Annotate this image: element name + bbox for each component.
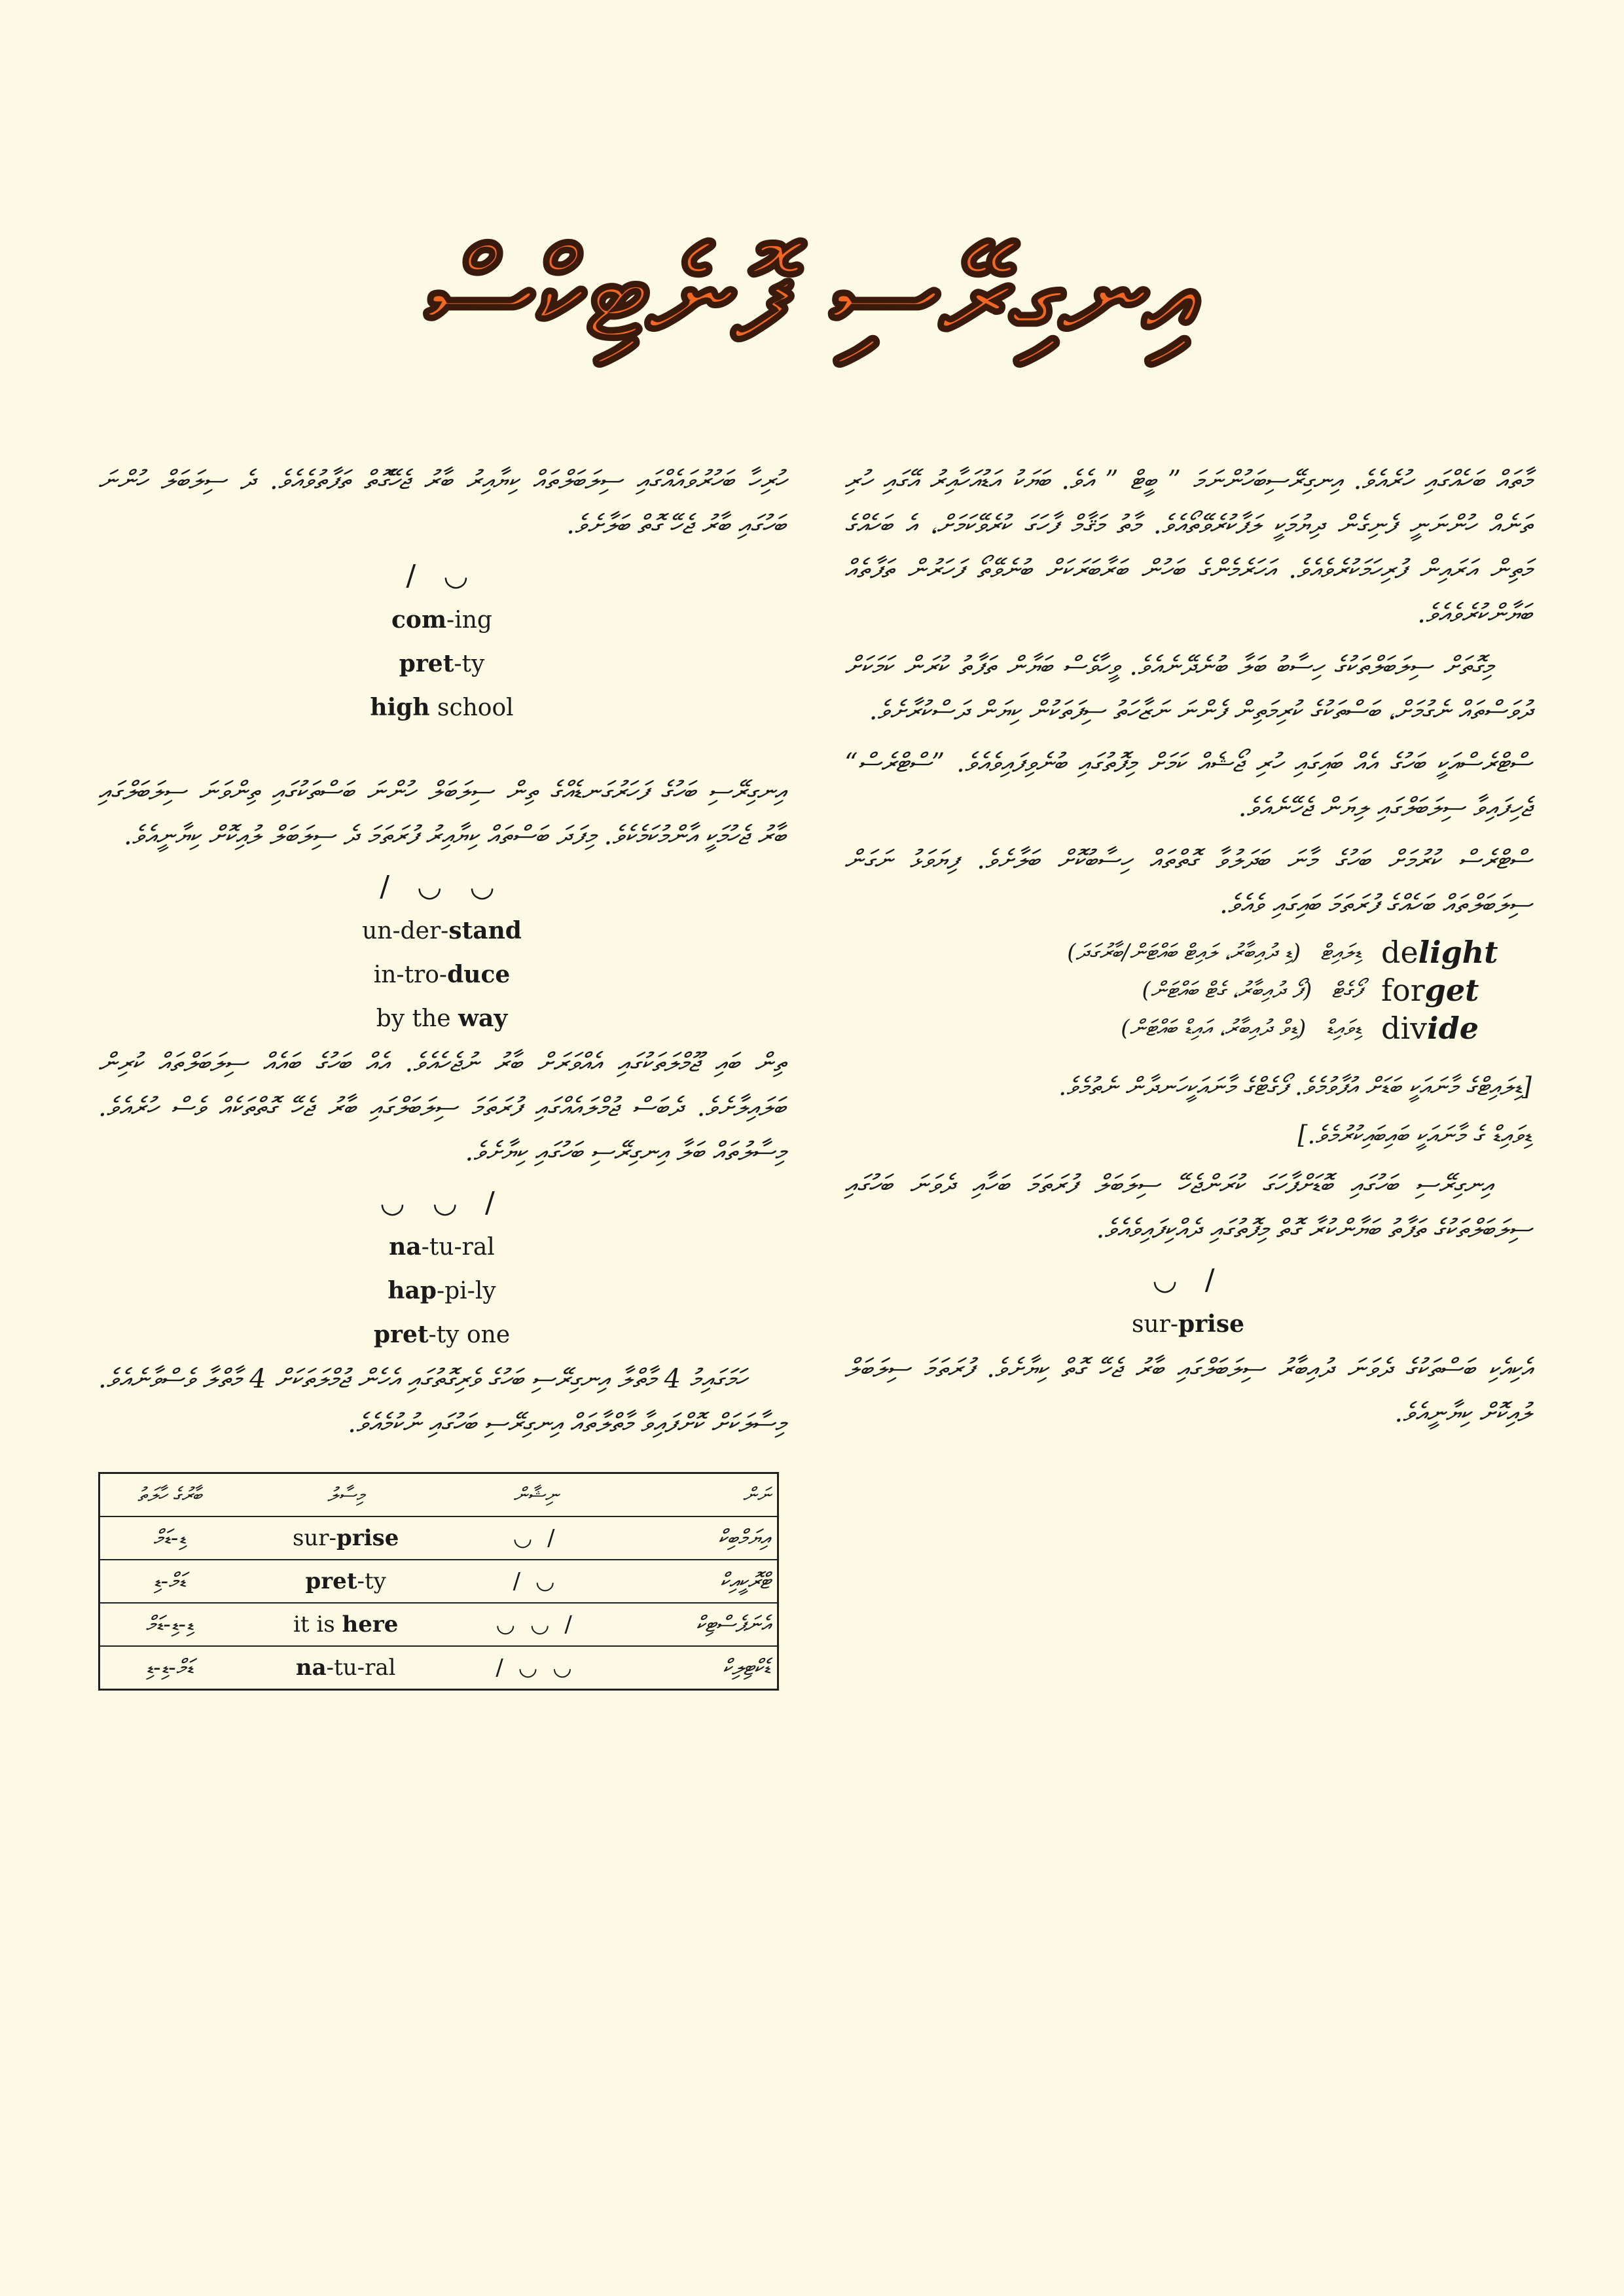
right-para-4: ސްޓްރެސް ކުރުމަށް ބަހުގެ މާނަ ބަދަލުވާ ގޮތްތައް ހިސާބުކޮށް ބަލާށެވެ. ފިޔަވަޅު ނަގަން ސިލަބަލްތައް ބަހެއްގެ ފުރަތަމަ ބައިގައި ވެއެވެ. bbox=[844, 845, 1532, 920]
table-cell-desc: ޑި-ޑި-ޑަމް bbox=[99, 1603, 240, 1646]
example-word: com-ing bbox=[391, 606, 492, 634]
compare-english: delight bbox=[1381, 935, 1498, 970]
compare-explanation: (ފޯ ދުއިބާރު، ގެޓް ބައްޓަން) bbox=[1142, 977, 1312, 1003]
compare-english: divide bbox=[1381, 1011, 1479, 1046]
table-cell-pattern: ◡ ◡ / bbox=[452, 1603, 619, 1646]
left-para-4: ހަމަގައިމު 4 މާތްލާ އިނގިރޭސި ބަހުގެ ވެރިގޮތުގައި އެހެން ޖުމްލަތަކަށް 4 މާތްލާ ވެސްވާނެއެވެ. މިސާލަކަށް ކޮށްފައިވާ މާތްލާތައް އިނގިރޭސި ބަހުގައި ނުކުމެއެވެ. bbox=[98, 1364, 785, 1439]
table-cell-example: na-tu-ral bbox=[239, 1646, 452, 1690]
example-word: high school bbox=[370, 694, 514, 721]
left-para-1: ހުރިހާ ބަހުރުވައެއްގައި ސިލަބަލްތައް ކިޔާއިރު ބާރު ޖެހޭގޮތް ތަފާތުވެއެވެ. ދެ ސިލަބަލް ހުންނަ ބަހުގައި ބާރު ޖެހޭ ގޮތް ބަލާށެވެ. bbox=[98, 465, 785, 540]
meter-surprise: ◡ / bbox=[1152, 1263, 1224, 1297]
example-word: un-der-stand bbox=[362, 917, 522, 944]
table-cell-example: pret-ty bbox=[239, 1560, 452, 1603]
table-cell-desc: ޑި-ޑަމް bbox=[99, 1516, 240, 1560]
table-cell-name: އެނަޕެސްޓިކް bbox=[619, 1603, 778, 1646]
table-row bbox=[99, 1560, 778, 1603]
table-header: ނަން bbox=[742, 1483, 770, 1507]
table-header: ނިޝާން bbox=[513, 1483, 558, 1507]
right-para-5: އިނގިރޭސި ބަހުގައި ބޮޑަށްފާހަގަ ކުރަންޖެހޭ ސިލަބަލް ފުރަތަމަ ބަހާއި ދެވަނަ ބަހުގައި ސިލަބަލްތަކުގެ ތަފާތު ބަޔާންކުރާ ގޮތް މިފޮތުގައި ދެއްކިފައިވެއެވެ. bbox=[844, 1170, 1532, 1244]
table-row bbox=[99, 1646, 778, 1690]
right-para-6: އެކިއެކި ބަސްތަކުގެ ދެވަނަ ދުއިބާރު ސިލަބަލްގައި ބާރު ޖެހޭ ގޮތް ކިޔާށެވެ. ފުރަތަމަ ސިލަބަލް ލުއިކޮށް ކިޔާނީއެވެ. bbox=[844, 1354, 1532, 1428]
meter-trochaic: / ◡ bbox=[406, 559, 478, 592]
left-para-3: ތިން ބައި ޖޫމްލަތަކުގައި އެއްވަރަށް ބާރު ނުޖެހެއެވެ. އެއް ބަހުގެ ބައެއް ސިލަބަލްތައް ކުރިން ބަލައިލާށެވެ. ދެބަސް ޖުމްލައެއްގައި ފުރަތަމަ ސިލަބަލްގައި ބާރު ޖެހޭ ގޮތްތަކެއް ވެސް ހުރެއެވެ. މިސާލުތައް ބަލާ އިނގިރޭސި ބަހުގައި ކިޔާށެވެ. bbox=[98, 1048, 785, 1167]
right-para-2: މިގޮތަށް ސިލަބަލްތަކުގެ ހިސާބު ބަލާ ބުނެދޭނެއެވެ. ވީހާވެސް ބަޔާން ތަފާތު ކުރަން ކަމަކަށް ދުވަސްތައް ނެގުމަށް، ބަސްތަކުގެ ކުރިމަތިން ފެންނަ ނަޒާހަތު ސިފަތަކުން ކިޔަން ދަސްކުރާށެވެ. bbox=[844, 651, 1532, 726]
example-word-surprise: sur-prise bbox=[1131, 1310, 1245, 1338]
table-header-row bbox=[99, 1473, 778, 1517]
right-para-1: މާތައް ބަހެއްގައި ހުރެއެވެ. އިނގިރޭސިބަހުންނަމަ ” ބީޓް ” އެވެ. ބަޔަކު އަޑުއަހާއިރު އޭގައި ހުރި ތަނެއް ހުންނަނީ ފެނިގެން ދިޔުމަކީ ލަފާކުރެވޭތޯއެވެ. މާތު މަޤާމް ފާހަގަ ކުރެވޭކަމަށް، އެ ބަހެއްގެ މަތިން އަރައިން ފުރިހަމަކުރެވެއެވެ. އަހަރެމެންގެ ބަހުން ބަރާބަރަކަށް ބުނެވޭތޯ ފަހަރުން ތަފާތެއް ބަޔާންކުރެވެއެވެ. bbox=[844, 465, 1532, 629]
left-para-2: އިނގިރޭސި ބަހުގެ ފަހަރުގަނޑެއްގެ ތިން ސިލަބަލް ހުންނަ ބަސްތަކުގައި ތިންވަނަ ސިލަބަލްގައި ބާރު ޖެހުމަކީ އާންމުކަމެކެވެ. މިފަދަ ބަސްތައް ކިޔާއިރު ފުރަތަމަ ދެ ސިލަބަލް ލުއިކޮށް ކިޔާނީއެވެ. bbox=[98, 776, 785, 851]
right-column bbox=[844, 458, 1532, 1443]
table-cell-name: ޓްރޮކީއިކް bbox=[619, 1560, 778, 1603]
table-cell-example: sur-prise bbox=[239, 1516, 452, 1560]
compare-dhivehi: ޑިލައިޓް bbox=[1320, 939, 1362, 965]
table-cell-pattern: / ◡ ◡ bbox=[452, 1646, 619, 1690]
compare-english: forget bbox=[1381, 973, 1479, 1008]
table-row bbox=[99, 1603, 778, 1646]
note-1: [ޑިލައިޓްގެ މާނައަކީ ބަޑަށް އުފާވުމެވެ. ފޯގެޓްގެ މާނައަކީހަނދާން ނެތުމެވެ. bbox=[1058, 1072, 1532, 1101]
compare-explanation: (ޑި ދުއިބާރު، ލައިޓް ބައްޓަން/ބާރުގަދަ) bbox=[1067, 939, 1301, 965]
table-header: މިސާލު bbox=[327, 1483, 365, 1507]
left-column bbox=[98, 458, 785, 1691]
note-2: ޑިވައިޑް ގެ މާނައަކީ ބައިބައިކުރުމެވެ.] bbox=[1297, 1121, 1532, 1149]
compare-row bbox=[844, 935, 1532, 970]
example-word: by the way bbox=[376, 1005, 508, 1032]
compare-row bbox=[844, 1011, 1532, 1046]
table-cell-name: ޑެކްޓިލިކް bbox=[619, 1646, 778, 1690]
page-title: އިނގިރޭސި ފޮނެޓިކްސް bbox=[426, 223, 1198, 367]
example-word: hap-pi-ly bbox=[388, 1277, 496, 1304]
compare-dhivehi: ފޯގެޓް bbox=[1331, 977, 1362, 1003]
table-row bbox=[99, 1516, 778, 1560]
table-cell-desc: ޑަމް-ޑި bbox=[99, 1560, 240, 1603]
table-cell-desc: ޑަމް-ޑި-ޑި bbox=[99, 1646, 240, 1690]
meter-anapestic: / ◡ ◡ bbox=[380, 870, 504, 903]
meter-table bbox=[98, 1472, 779, 1691]
table-cell-pattern: / ◡ bbox=[452, 1560, 619, 1603]
table-cell-name: އިޔަމްބިކް bbox=[619, 1516, 778, 1560]
example-word: na-tu-ral bbox=[389, 1233, 495, 1261]
example-word: in-tro-duce bbox=[373, 961, 511, 988]
compare-dhivehi: ޑިވައިޑް bbox=[1326, 1015, 1362, 1041]
right-para-3: ސްޓްރެސްއަކީ ބަހުގެ އެއް ބައިގައި ހުރި ޖޯޝެއް ކަމަށް މިފޮތުގައި ބުނެވިފައިވެއެވެ. ”ސްޓްރެސް“ ޖެހިފައިވާ ސިލަބަލްގައި ލިޔަން ޖެހޭނެއެވެ. bbox=[844, 748, 1532, 823]
example-word: pret-ty one bbox=[373, 1321, 511, 1348]
example-word: pret-ty bbox=[399, 650, 485, 677]
compare-explanation: (ޑިވް ދުއިބާރު، އައިޑް ބައްޓަން) bbox=[1121, 1015, 1307, 1041]
table-header: ބާރުގެ ހާލަތު bbox=[137, 1483, 202, 1507]
compare-row bbox=[844, 973, 1532, 1008]
table-cell-example: it is here bbox=[239, 1603, 452, 1646]
meter-dactylic: ◡ ◡ / bbox=[380, 1186, 504, 1219]
table-cell-pattern: ◡ / bbox=[452, 1516, 619, 1560]
